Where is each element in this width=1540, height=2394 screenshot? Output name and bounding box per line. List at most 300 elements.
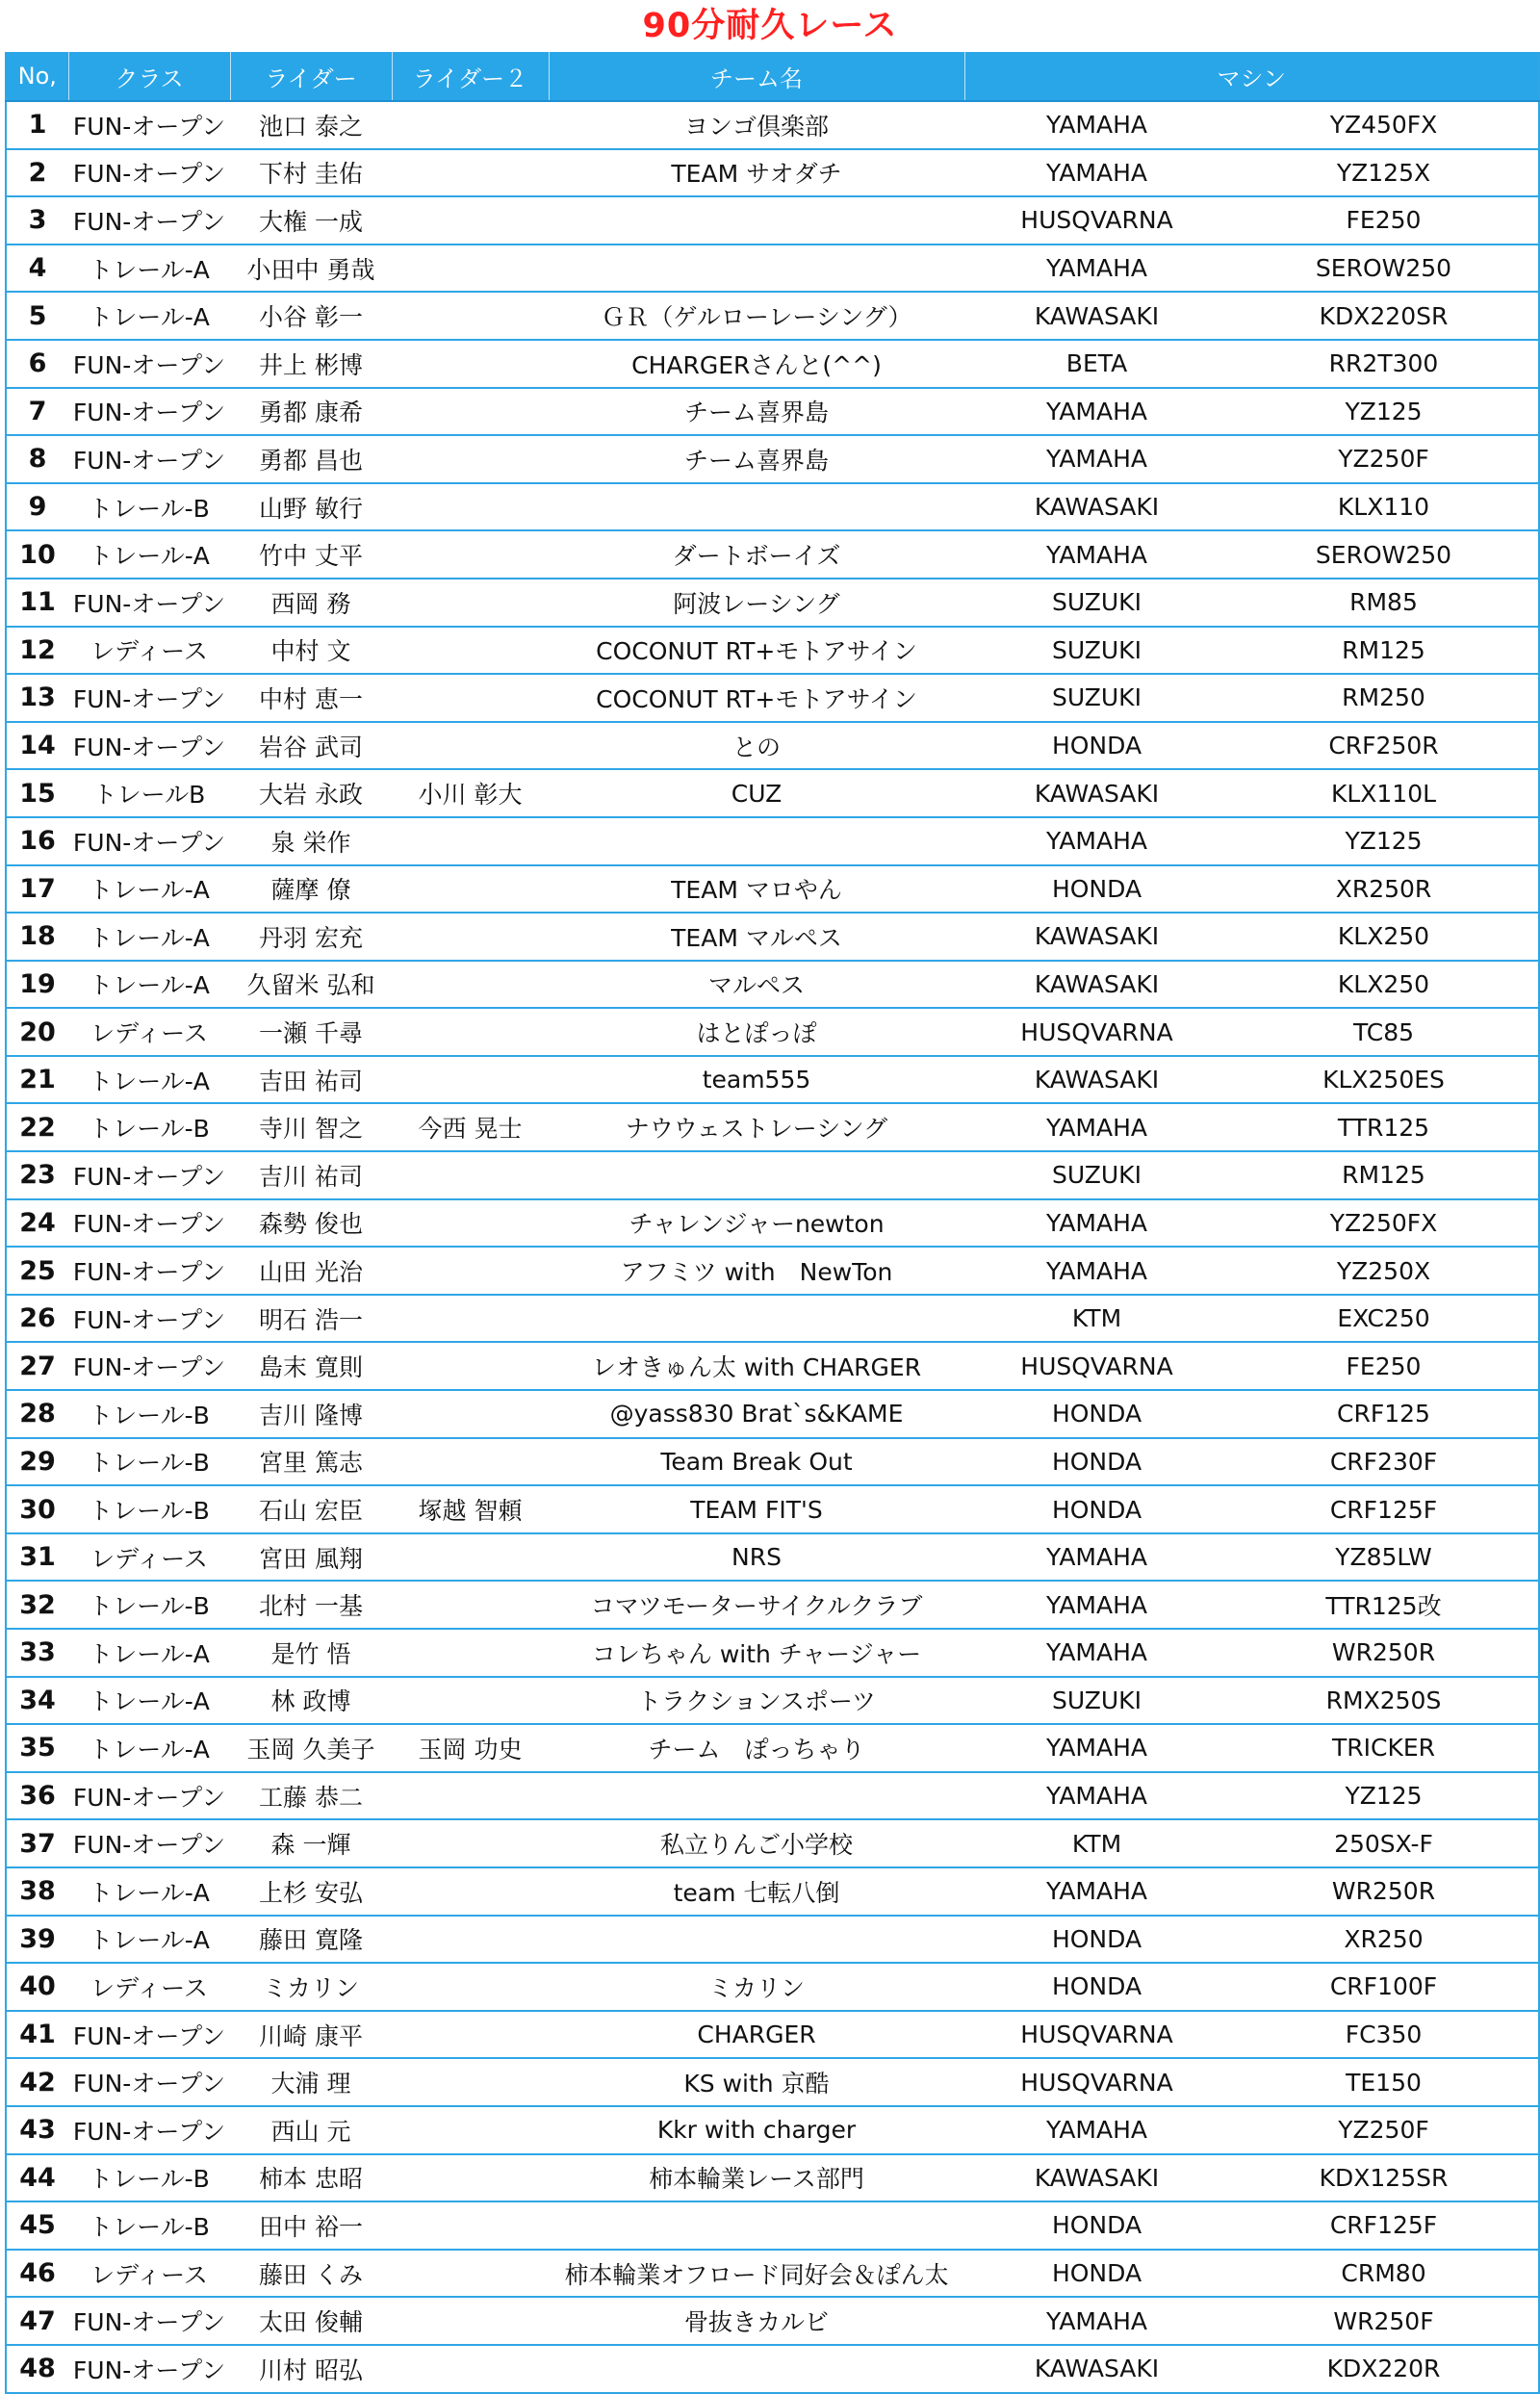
entry-no: 26 — [6, 1295, 68, 1343]
entry-team: コマツモーターサイクルクラブ — [549, 1581, 964, 1629]
header-team: チーム名 — [549, 52, 964, 101]
entry-rider2 — [392, 1438, 549, 1486]
table-row — [6, 1199, 1539, 1248]
entry-maker: YAMAHA — [964, 101, 1229, 149]
entry-no: 16 — [6, 817, 68, 865]
entry-rider: 大岩 永政 — [230, 769, 392, 817]
table-row — [6, 2058, 1539, 2106]
header-rider2: ライダー２ — [392, 52, 549, 101]
entry-maker: HUSQVARNA — [964, 196, 1229, 245]
header-rider: ライダー — [230, 52, 392, 101]
entry-rider2 — [392, 196, 549, 245]
entry-no: 34 — [6, 1677, 68, 1725]
entry-model: RM85 — [1229, 579, 1539, 627]
entry-team: アフミツ with NewTon — [549, 1247, 964, 1295]
table-row — [6, 1342, 1539, 1390]
entry-maker: YAMAHA — [964, 1629, 1229, 1677]
entry-no: 45 — [6, 2201, 68, 2250]
entry-rider: 是竹 悟 — [230, 1629, 392, 1677]
entry-rider: 宮田 風翔 — [230, 1533, 392, 1582]
entry-class: FUN-オープン — [68, 817, 230, 865]
table-row — [6, 196, 1539, 245]
entry-maker: YAMAHA — [964, 1581, 1229, 1629]
entry-team — [549, 1295, 964, 1343]
entry-rider: 西岡 務 — [230, 579, 392, 627]
entry-class: トレール-A — [68, 913, 230, 961]
entry-model: CRF100F — [1229, 1963, 1539, 2011]
entry-model: RM125 — [1229, 627, 1539, 675]
table-row — [6, 2345, 1539, 2393]
entry-rider2 — [392, 1247, 549, 1295]
entry-no: 24 — [6, 1199, 68, 1248]
entry-rider: 森勢 俊也 — [230, 1199, 392, 1248]
entry-rider: 小田中 勇哉 — [230, 245, 392, 293]
entry-maker: SUZUKI — [964, 1151, 1229, 1199]
entry-rider2 — [392, 2106, 549, 2154]
entry-rider2 — [392, 1533, 549, 1582]
entry-maker: YAMAHA — [964, 1103, 1229, 1151]
entry-class: トレールB — [68, 769, 230, 817]
entry-table — [5, 52, 1540, 2394]
entry-no: 9 — [6, 483, 68, 531]
entry-rider2 — [392, 1916, 549, 1964]
entry-team: チャレンジャーnewton — [549, 1199, 964, 1248]
entry-model: TTR125 — [1229, 1103, 1539, 1151]
entry-no: 11 — [6, 579, 68, 627]
entry-rider2 — [392, 674, 549, 722]
entry-model: RM250 — [1229, 674, 1539, 722]
entry-class: トレール-A — [68, 292, 230, 340]
entry-maker: YAMAHA — [964, 1199, 1229, 1248]
header-class: クラス — [68, 52, 230, 101]
entry-maker: YAMAHA — [964, 1533, 1229, 1582]
table-row — [6, 245, 1539, 293]
entry-rider: 勇都 昌也 — [230, 435, 392, 483]
table-row — [6, 1151, 1539, 1199]
entry-class: トレール-A — [68, 1056, 230, 1104]
entry-class: FUN-オープン — [68, 2058, 230, 2106]
entry-rider2 — [392, 2345, 549, 2393]
entry-rider: 竹中 丈平 — [230, 530, 392, 579]
entry-model: KLX250ES — [1229, 1056, 1539, 1104]
entry-model: KLX110 — [1229, 483, 1539, 531]
entry-model: SEROW250 — [1229, 245, 1539, 293]
entry-rider: 小谷 彰一 — [230, 292, 392, 340]
entry-class: レディース — [68, 2250, 230, 2298]
entry-team: チーム ぽっちゃり — [549, 1724, 964, 1772]
entry-model: YZ125 — [1229, 388, 1539, 436]
table-row — [6, 1629, 1539, 1677]
entry-team — [549, 1772, 964, 1820]
entry-no: 21 — [6, 1056, 68, 1104]
entry-team — [549, 1151, 964, 1199]
entry-class: トレール-A — [68, 530, 230, 579]
entry-no: 10 — [6, 530, 68, 579]
table-row — [6, 722, 1539, 770]
entry-maker: YAMAHA — [964, 1724, 1229, 1772]
entry-rider: 山田 光治 — [230, 1247, 392, 1295]
entry-rider2: 小川 彰大 — [392, 769, 549, 817]
entry-rider: 太田 俊輔 — [230, 2297, 392, 2345]
entry-maker: BETA — [964, 340, 1229, 388]
entry-maker: SUZUKI — [964, 627, 1229, 675]
table-row — [6, 1103, 1539, 1151]
entry-class: FUN-オープン — [68, 1199, 230, 1248]
entry-model: SEROW250 — [1229, 530, 1539, 579]
entry-rider: 吉川 祐司 — [230, 1151, 392, 1199]
entry-model: FE250 — [1229, 1342, 1539, 1390]
entry-class: トレール-A — [68, 245, 230, 293]
entry-model: YZ125 — [1229, 1772, 1539, 1820]
entry-rider2 — [392, 1677, 549, 1725]
entry-team: 柿本輪業レース部門 — [549, 2154, 964, 2202]
entry-no: 6 — [6, 340, 68, 388]
entry-maker: SUZUKI — [964, 579, 1229, 627]
entry-rider2 — [392, 149, 549, 197]
entry-rider: 石山 宏臣 — [230, 1485, 392, 1533]
entry-team: @yass830 Brat`s&KAME — [549, 1390, 964, 1438]
entry-rider2 — [392, 2250, 549, 2298]
table-row — [6, 1819, 1539, 1867]
entry-maker: HONDA — [964, 1390, 1229, 1438]
entry-maker: YAMAHA — [964, 149, 1229, 197]
entry-model: CRF125 — [1229, 1390, 1539, 1438]
entry-team — [549, 2201, 964, 2250]
entry-no: 5 — [6, 292, 68, 340]
entry-rider: 丹羽 宏充 — [230, 913, 392, 961]
entry-rider2 — [392, 1390, 549, 1438]
entry-maker: YAMAHA — [964, 2297, 1229, 2345]
entry-model: KDX125SR — [1229, 2154, 1539, 2202]
table-row — [6, 1772, 1539, 1820]
entry-maker: KAWASAKI — [964, 913, 1229, 961]
entry-team: team555 — [549, 1056, 964, 1104]
entry-class: トレール-B — [68, 1103, 230, 1151]
entry-rider2 — [392, 1963, 549, 2011]
entry-rider2: 塚越 智頼 — [392, 1485, 549, 1533]
entry-team: ＧＲ（ゲルローレーシング） — [549, 292, 964, 340]
entry-no: 18 — [6, 913, 68, 961]
entry-class: レディース — [68, 1008, 230, 1056]
entry-team: TEAM FIT'S — [549, 1485, 964, 1533]
table-row — [6, 1867, 1539, 1916]
entry-rider2 — [392, 340, 549, 388]
table-row — [6, 769, 1539, 817]
entry-class: FUN-オープン — [68, 674, 230, 722]
entry-maker: KTM — [964, 1295, 1229, 1343]
entry-rider: 吉田 祐司 — [230, 1056, 392, 1104]
entry-no: 38 — [6, 1867, 68, 1916]
entry-model: EXC250 — [1229, 1295, 1539, 1343]
entry-rider2 — [392, 530, 549, 579]
entry-rider2: 玉岡 功史 — [392, 1724, 549, 1772]
entry-maker: YAMAHA — [964, 530, 1229, 579]
entry-class: トレール-A — [68, 1677, 230, 1725]
entry-class: トレール-B — [68, 1390, 230, 1438]
table-row — [6, 1916, 1539, 1964]
table-row — [6, 579, 1539, 627]
entry-rider: 林 政博 — [230, 1677, 392, 1725]
entry-rider2: 今西 晃士 — [392, 1103, 549, 1151]
entry-no: 4 — [6, 245, 68, 293]
table-row — [6, 1295, 1539, 1343]
table-row — [6, 530, 1539, 579]
entry-model: YZ450FX — [1229, 101, 1539, 149]
entry-class: トレール-B — [68, 1438, 230, 1486]
entry-model: WR250R — [1229, 1629, 1539, 1677]
table-row — [6, 817, 1539, 865]
entry-team: ダートボーイズ — [549, 530, 964, 579]
entry-class: トレール-A — [68, 1629, 230, 1677]
entry-class: レディース — [68, 1963, 230, 2011]
entry-model: CRF125F — [1229, 2201, 1539, 2250]
entry-no: 20 — [6, 1008, 68, 1056]
entry-rider: 大権 一成 — [230, 196, 392, 245]
entry-model: RMX250S — [1229, 1677, 1539, 1725]
entry-model: RM125 — [1229, 1151, 1539, 1199]
entry-rider2 — [392, 1629, 549, 1677]
entry-maker: HUSQVARNA — [964, 2058, 1229, 2106]
entry-model: TRICKER — [1229, 1724, 1539, 1772]
entry-maker: HONDA — [964, 1916, 1229, 1964]
entry-model: YZ85LW — [1229, 1533, 1539, 1582]
entry-no: 28 — [6, 1390, 68, 1438]
entry-class: FUN-オープン — [68, 579, 230, 627]
entry-model: FC350 — [1229, 2011, 1539, 2059]
entry-model: XR250 — [1229, 1916, 1539, 1964]
entry-model: KDX220R — [1229, 2345, 1539, 2393]
entry-maker: HUSQVARNA — [964, 1008, 1229, 1056]
entry-class: FUN-オープン — [68, 2106, 230, 2154]
entry-no: 31 — [6, 1533, 68, 1582]
entry-no: 14 — [6, 722, 68, 770]
entry-maker: SUZUKI — [964, 1677, 1229, 1725]
entry-team — [549, 817, 964, 865]
entry-rider2 — [392, 865, 549, 914]
entry-rider2 — [392, 2201, 549, 2250]
table-row — [6, 2201, 1539, 2250]
entry-model: WR250F — [1229, 2297, 1539, 2345]
entry-class: FUN-オープン — [68, 1247, 230, 1295]
entry-maker: SUZUKI — [964, 674, 1229, 722]
entry-model: KLX110L — [1229, 769, 1539, 817]
entry-team — [549, 483, 964, 531]
table-row — [6, 1008, 1539, 1056]
entry-rider: 中村 恵一 — [230, 674, 392, 722]
entry-no: 8 — [6, 435, 68, 483]
entry-maker: YAMAHA — [964, 1772, 1229, 1820]
entry-rider2 — [392, 627, 549, 675]
entry-rider2 — [392, 1199, 549, 1248]
entry-maker: YAMAHA — [964, 245, 1229, 293]
entry-maker: YAMAHA — [964, 1247, 1229, 1295]
entry-team: トラクションスポーツ — [549, 1677, 964, 1725]
entry-team: COCONUT RT+モトアサイン — [549, 674, 964, 722]
entry-class: FUN-オープン — [68, 1819, 230, 1867]
entry-no: 35 — [6, 1724, 68, 1772]
entry-rider2 — [392, 1342, 549, 1390]
entry-class: FUN-オープン — [68, 722, 230, 770]
entry-rider: 久留米 弘和 — [230, 961, 392, 1009]
entry-team: team 七転八倒 — [549, 1867, 964, 1916]
entry-rider2 — [392, 722, 549, 770]
entry-rider: 泉 栄作 — [230, 817, 392, 865]
entry-class: トレール-B — [68, 2201, 230, 2250]
entry-team: ヨンゴ倶楽部 — [549, 101, 964, 149]
entry-rider: 岩谷 武司 — [230, 722, 392, 770]
entry-rider: 北村 一基 — [230, 1581, 392, 1629]
entry-rider: 勇都 康希 — [230, 388, 392, 436]
entry-rider: 玉岡 久美子 — [230, 1724, 392, 1772]
entry-model: RR2T300 — [1229, 340, 1539, 388]
entry-class: FUN-オープン — [68, 435, 230, 483]
entry-rider2 — [392, 483, 549, 531]
entry-rider: 上杉 安弘 — [230, 1867, 392, 1916]
entry-rider2 — [392, 1151, 549, 1199]
table-row — [6, 2250, 1539, 2298]
table-row — [6, 913, 1539, 961]
entry-rider2 — [392, 913, 549, 961]
entry-no: 22 — [6, 1103, 68, 1151]
entry-team: マルペス — [549, 961, 964, 1009]
table-row — [6, 865, 1539, 914]
table-row — [6, 292, 1539, 340]
entry-maker: KAWASAKI — [964, 483, 1229, 531]
table-row — [6, 340, 1539, 388]
entry-rider: 西山 元 — [230, 2106, 392, 2154]
entry-rider: 柿本 忠昭 — [230, 2154, 392, 2202]
table-row — [6, 1963, 1539, 2011]
entry-rider: 川崎 康平 — [230, 2011, 392, 2059]
entry-class: トレール-A — [68, 1916, 230, 1964]
entry-maker: HUSQVARNA — [964, 1342, 1229, 1390]
entry-model: CRM80 — [1229, 2250, 1539, 2298]
entry-maker: YAMAHA — [964, 817, 1229, 865]
entry-no: 40 — [6, 1963, 68, 2011]
entry-team: はとぽっぽ — [549, 1008, 964, 1056]
entry-rider: ミカリン — [230, 1963, 392, 2011]
entry-class: トレール-B — [68, 1485, 230, 1533]
entry-rider2 — [392, 388, 549, 436]
entry-model: WR250R — [1229, 1867, 1539, 1916]
entry-no: 23 — [6, 1151, 68, 1199]
table-row — [6, 483, 1539, 531]
table-row — [6, 1247, 1539, 1295]
entry-no: 12 — [6, 627, 68, 675]
table-row — [6, 1533, 1539, 1582]
entry-rider: 寺川 智之 — [230, 1103, 392, 1151]
table-row — [6, 2154, 1539, 2202]
table-row — [6, 388, 1539, 436]
entry-maker: HONDA — [964, 2201, 1229, 2250]
entry-no: 2 — [6, 149, 68, 197]
entry-class: トレール-B — [68, 483, 230, 531]
entry-team: Team Break Out — [549, 1438, 964, 1486]
entry-model: XR250R — [1229, 865, 1539, 914]
entry-no: 27 — [6, 1342, 68, 1390]
entry-model: YZ250F — [1229, 435, 1539, 483]
table-row — [6, 1724, 1539, 1772]
entry-rider2 — [392, 2297, 549, 2345]
entry-team: NRS — [549, 1533, 964, 1582]
entry-class: FUN-オープン — [68, 2345, 230, 2393]
table-header-row — [6, 52, 1539, 101]
entry-team — [549, 2345, 964, 2393]
entry-team: レオきゅん太 with CHARGER — [549, 1342, 964, 1390]
entry-maker: HONDA — [964, 1963, 1229, 2011]
entry-maker: KTM — [964, 1819, 1229, 1867]
entry-rider2 — [392, 435, 549, 483]
entry-rider: 宮里 篤志 — [230, 1438, 392, 1486]
entry-model: FE250 — [1229, 196, 1539, 245]
entry-no: 29 — [6, 1438, 68, 1486]
entry-team — [549, 196, 964, 245]
entry-team: CHARGER — [549, 2011, 964, 2059]
entry-team: CHARGERさんと(^^) — [549, 340, 964, 388]
entry-no: 32 — [6, 1581, 68, 1629]
entry-no: 1 — [6, 101, 68, 149]
entry-team: との — [549, 722, 964, 770]
entry-team: CUZ — [549, 769, 964, 817]
entry-rider2 — [392, 1772, 549, 1820]
entry-rider2 — [392, 817, 549, 865]
entry-no: 37 — [6, 1819, 68, 1867]
entry-team: 阿波レーシング — [549, 579, 964, 627]
entry-model: YZ125 — [1229, 817, 1539, 865]
entry-maker: YAMAHA — [964, 2106, 1229, 2154]
entry-no: 46 — [6, 2250, 68, 2298]
entry-maker: HONDA — [964, 1485, 1229, 1533]
entry-rider: 藤田 くみ — [230, 2250, 392, 2298]
entry-no: 19 — [6, 961, 68, 1009]
entry-team: TEAM マルペス — [549, 913, 964, 961]
entry-maker: HONDA — [964, 722, 1229, 770]
entry-team: ミカリン — [549, 1963, 964, 2011]
entry-class: トレール-B — [68, 1581, 230, 1629]
entry-rider2 — [392, 1295, 549, 1343]
entry-no: 30 — [6, 1485, 68, 1533]
entry-rider2 — [392, 1819, 549, 1867]
entry-no: 7 — [6, 388, 68, 436]
entry-class: レディース — [68, 627, 230, 675]
entry-rider2 — [392, 1056, 549, 1104]
entry-no: 33 — [6, 1629, 68, 1677]
entry-model: TTR125改 — [1229, 1581, 1539, 1629]
entry-rider2 — [392, 1581, 549, 1629]
entry-team: COCONUT RT+モトアサイン — [549, 627, 964, 675]
entry-no: 17 — [6, 865, 68, 914]
entry-maker: YAMAHA — [964, 435, 1229, 483]
entry-rider2 — [392, 579, 549, 627]
entry-team: チーム喜界島 — [549, 435, 964, 483]
entry-team: KS with 京酷 — [549, 2058, 964, 2106]
entry-no: 47 — [6, 2297, 68, 2345]
entry-maker: HONDA — [964, 2250, 1229, 2298]
entry-rider: 藤田 寛隆 — [230, 1916, 392, 1964]
entry-rider2 — [392, 2058, 549, 2106]
entry-class: FUN-オープン — [68, 1295, 230, 1343]
entry-class: トレール-A — [68, 1724, 230, 1772]
entry-class: FUN-オープン — [68, 340, 230, 388]
entry-maker: KAWASAKI — [964, 961, 1229, 1009]
entry-maker: YAMAHA — [964, 388, 1229, 436]
entry-model: KLX250 — [1229, 913, 1539, 961]
entry-class: FUN-オープン — [68, 1772, 230, 1820]
table-row — [6, 1677, 1539, 1725]
table-row — [6, 2106, 1539, 2154]
entry-team — [549, 1916, 964, 1964]
entry-team: ナウウェストレーシング — [549, 1103, 964, 1151]
